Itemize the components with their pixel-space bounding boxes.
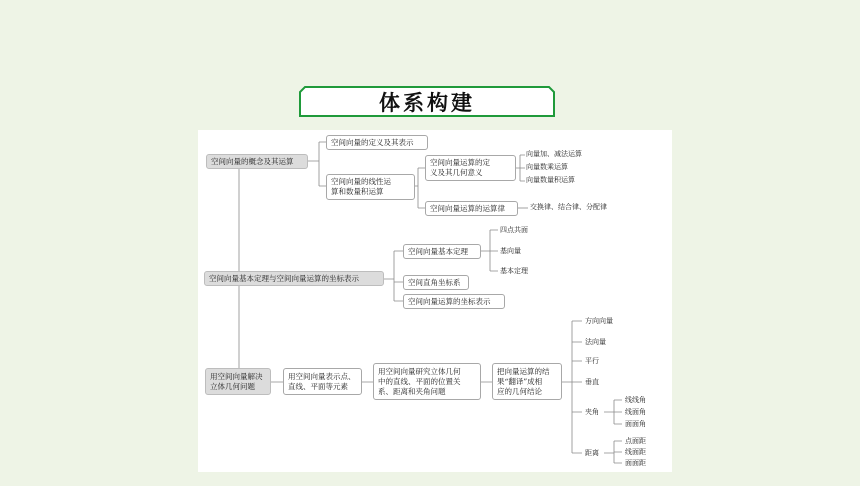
leaf-normal-vector: 法向量	[585, 338, 606, 346]
title-text: 体系构建	[379, 90, 475, 115]
leaf-add-sub: 向量加、减法运算	[526, 150, 582, 158]
root-application-box: 用空间向量解决 立体几何问题	[205, 368, 271, 395]
root-concept-box: 空间向量的概念及其运算	[206, 154, 308, 169]
leaf-plane-plane-angle: 面面角	[625, 420, 646, 428]
leaf-distance: 距离	[585, 449, 599, 457]
leaf-line-plane-angle: 线面角	[625, 408, 646, 416]
leaf-dot-product: 向量数量积运算	[526, 176, 575, 184]
coord-repr-box: 空间向量运算的坐标表示	[403, 294, 505, 309]
leaf-line-plane-dist: 线面距	[625, 448, 646, 456]
leaf-perpendicular: 垂直	[585, 378, 599, 386]
leaf-coplanar: 四点共面	[500, 226, 528, 234]
knowledge-map	[198, 130, 672, 472]
rect-coord-box: 空间直角坐标系	[403, 275, 469, 290]
leaf-base-vector: 基向量	[500, 247, 521, 255]
leaf-parallel: 平行	[585, 357, 599, 365]
leaf-scalar-mult: 向量数乘运算	[526, 163, 568, 171]
linear-ops-box: 空间向量的线性运 算和数量积运算	[326, 174, 415, 200]
def-box: 空间向量的定义及其表示	[326, 135, 428, 150]
study-geometry-box: 用空间向量研究立体几何 中的直线、平面的位置关 系、距离和夹角问题	[373, 363, 481, 400]
ops-law-box: 空间向量运算的运算律	[425, 201, 518, 216]
translate-result-box: 把向量运算的结 果“翻译”成相 应的几何结论	[492, 363, 562, 400]
ops-meaning-box: 空间向量运算的定 义及其几何意义	[425, 155, 516, 181]
root-theorem-box: 空间向量基本定理与空间向量运算的坐标表示	[204, 271, 384, 286]
leaf-point-plane-dist: 点面距	[625, 437, 646, 445]
leaf-plane-plane-dist: 面面距	[625, 459, 646, 467]
basic-theorem-box: 空间向量基本定理	[403, 244, 481, 259]
leaf-basic-theorem: 基本定理	[500, 267, 528, 275]
leaf-direction-vector: 方向向量	[585, 317, 613, 325]
leaf-laws: 交换律、结合律、分配律	[530, 203, 607, 211]
section-title	[299, 86, 555, 117]
express-elements-box: 用空间向量表示点、 直线、平面等元素	[283, 368, 362, 395]
leaf-line-line-angle: 线线角	[625, 396, 646, 404]
leaf-angle: 夹角	[585, 408, 599, 416]
